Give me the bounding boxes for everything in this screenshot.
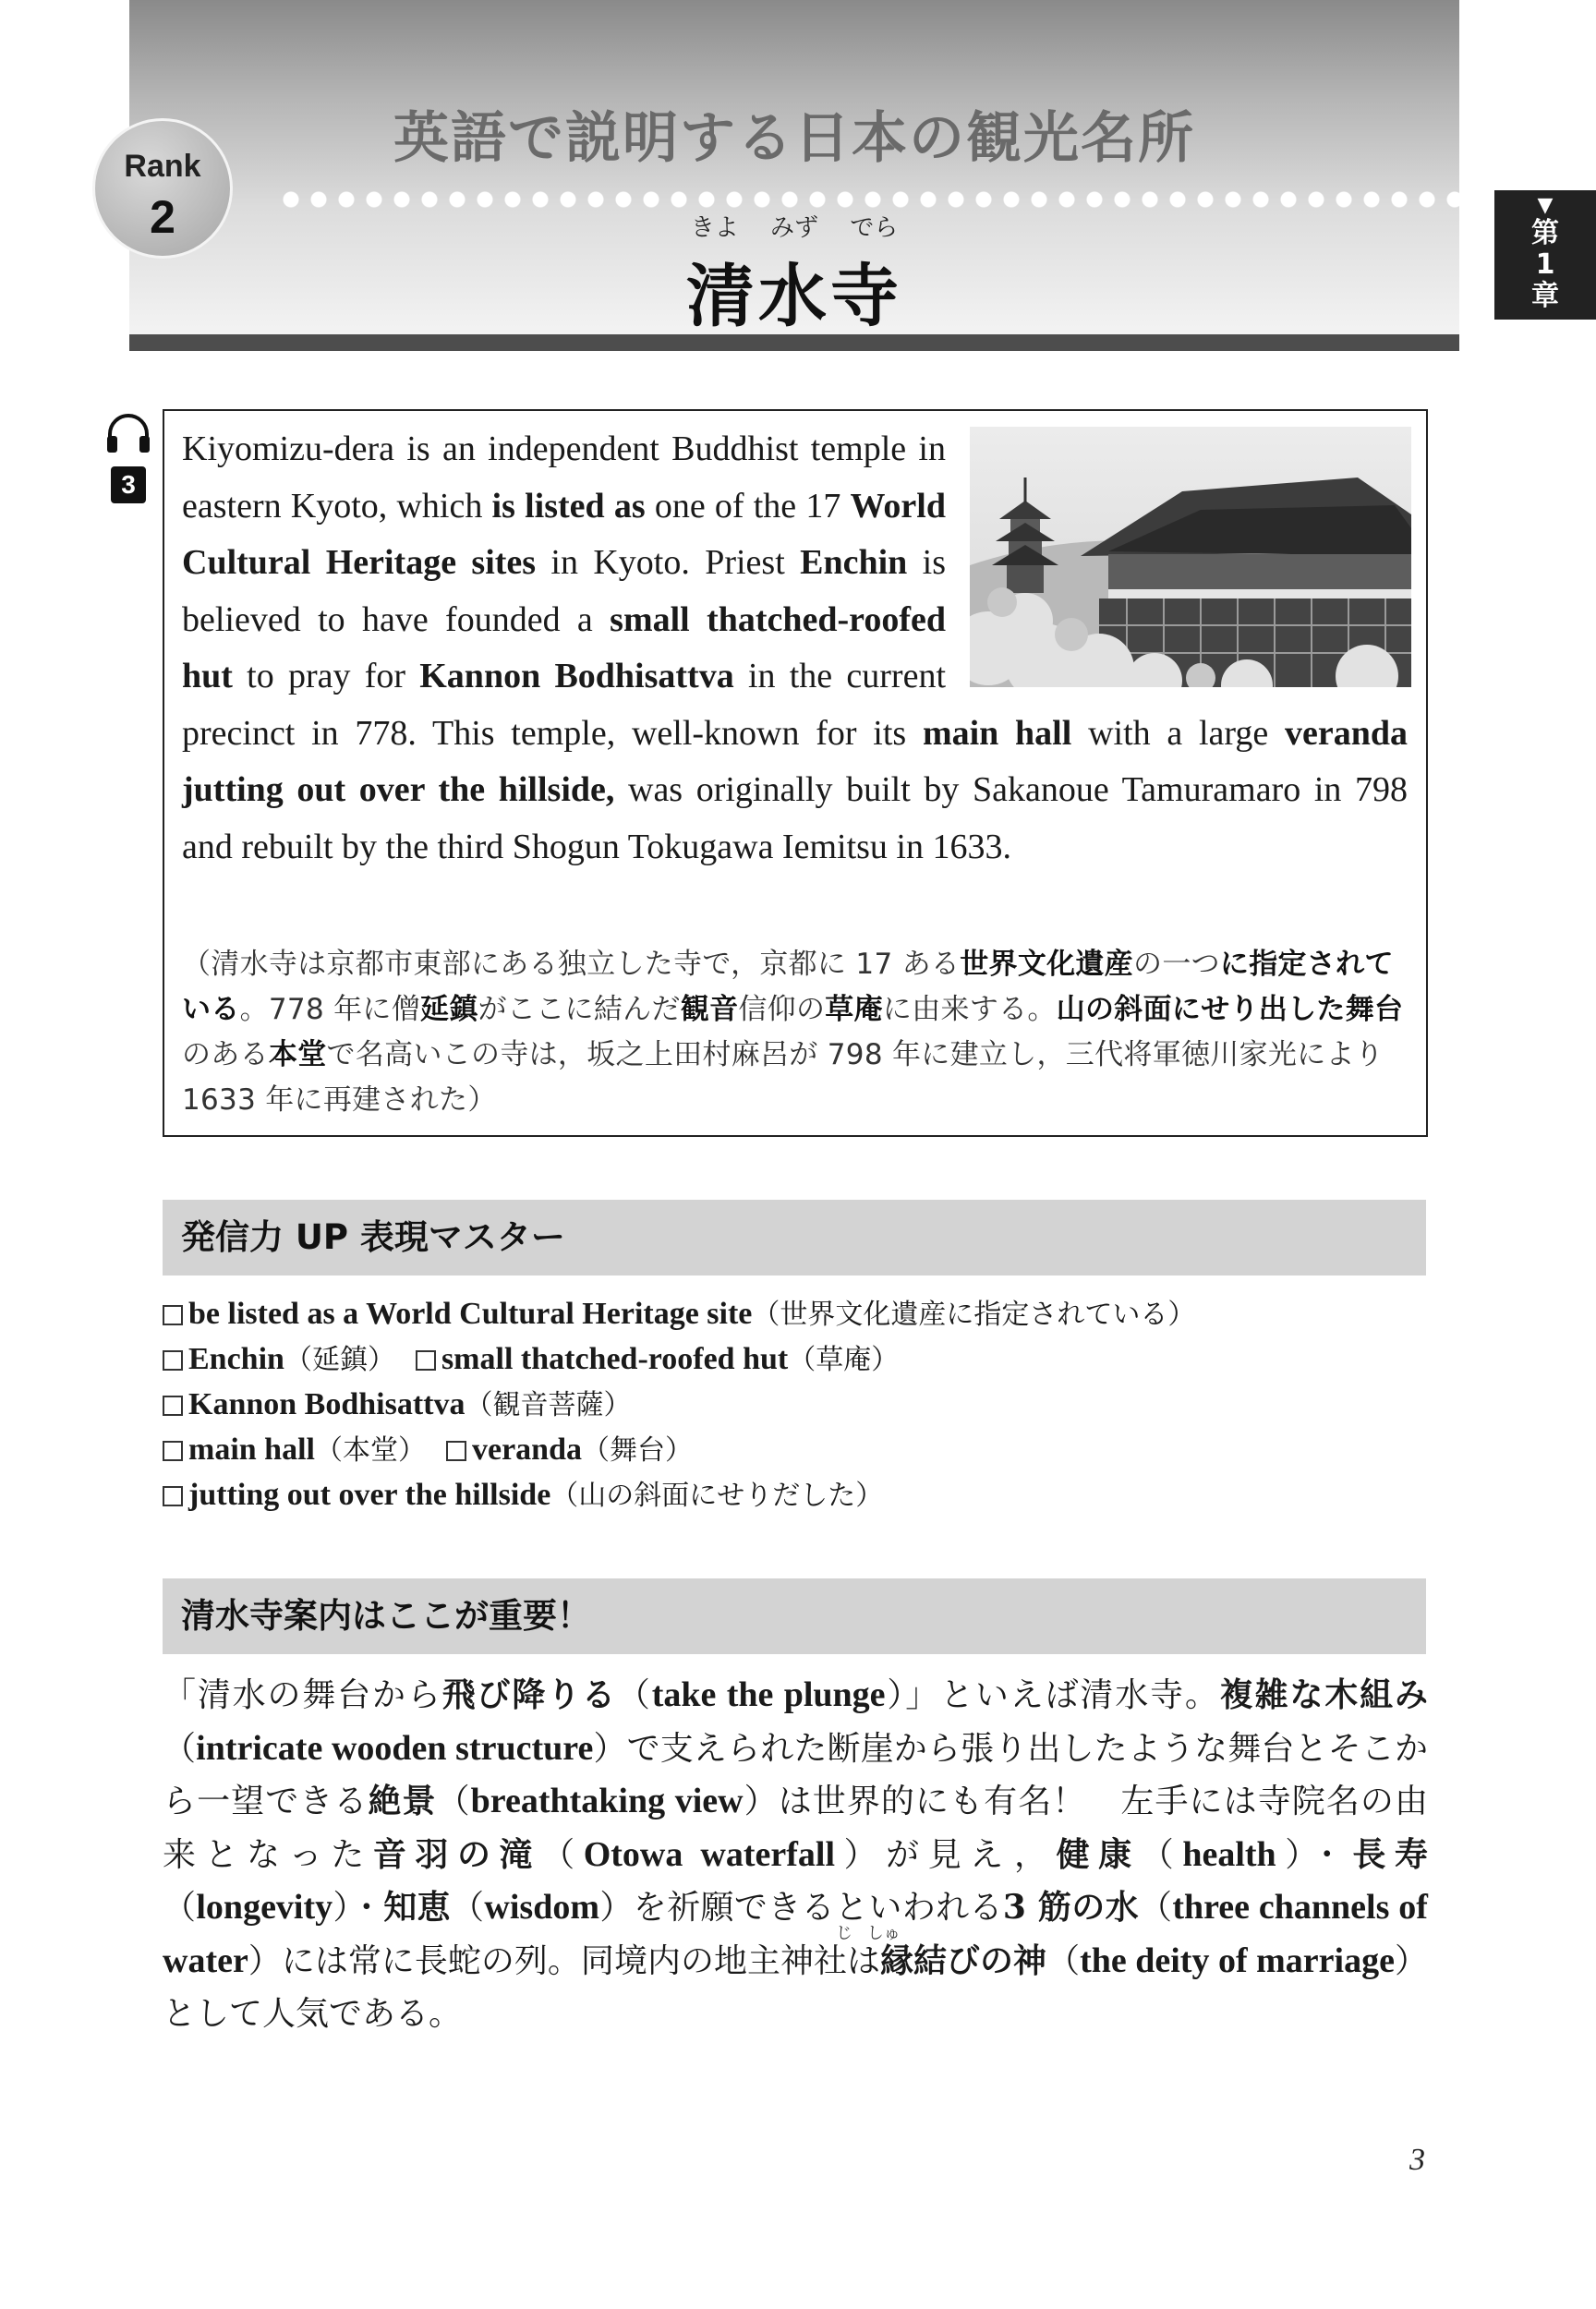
checkbox[interactable] bbox=[163, 1305, 183, 1325]
guide-text: （ bbox=[616, 1676, 652, 1714]
expression-en: small thatched-roofed hut bbox=[441, 1342, 789, 1376]
expression-jp: （本堂） bbox=[314, 1434, 426, 1467]
checkbox[interactable] bbox=[416, 1350, 436, 1371]
guide-term: health bbox=[1182, 1834, 1276, 1874]
english-text: one of the 17 bbox=[645, 486, 851, 526]
guide-text bbox=[163, 1676, 1428, 2033]
guide-term: breathtaking view bbox=[470, 1782, 744, 1820]
english-term: Enchin bbox=[800, 543, 908, 582]
expression-jp: （舞台） bbox=[581, 1434, 693, 1467]
guide-text: ）は世界的にも有名！ 左手には寺院名の由来となった bbox=[163, 1783, 1428, 1874]
english-text: is believed to have founded a bbox=[182, 543, 946, 639]
expression-jp: （山の斜面にせりだした） bbox=[550, 1480, 884, 1512]
page-number: 3 bbox=[1409, 2143, 1425, 2177]
guide-term: 知恵 bbox=[383, 1888, 452, 1927]
page-title: 清水寺 bbox=[686, 257, 902, 336]
japanese-text: で名高いこの寺は，坂之上田村麻呂が 798 年に建立し，三代将軍徳川家光により 1633 年に再建された） bbox=[182, 1038, 1384, 1117]
english-term: is listed as bbox=[491, 486, 646, 526]
guide-text: （ bbox=[541, 1835, 584, 1874]
japanese-term: 延鎮 bbox=[420, 993, 478, 1026]
guide-term: longevity bbox=[196, 1888, 333, 1927]
english-text: was originally built by Sakanoue Tamuramaro in 798 and rebuilt by the third Shogun Tokugawa Iemitsu in 1633. bbox=[182, 770, 1408, 866]
expression-en: jutting out over the hillside bbox=[188, 1478, 551, 1512]
guide-term: intricate wooden structure bbox=[196, 1728, 594, 1768]
photo-spacer bbox=[946, 421, 1408, 693]
guide-text: ）・ bbox=[332, 1889, 384, 1927]
english-term: veranda jutting out over the hillside, bbox=[182, 713, 1408, 809]
guide-text: ）には常に長蛇の列。同境内の地主神社は bbox=[248, 1941, 881, 1980]
checkbox[interactable] bbox=[446, 1441, 466, 1461]
japanese-term: 本堂 bbox=[268, 1038, 327, 1071]
guide-term: 3 筋の水 bbox=[1002, 1888, 1139, 1927]
header-banner bbox=[129, 0, 1459, 351]
list-item bbox=[163, 1427, 1426, 1472]
guide-text: ）が見え， bbox=[835, 1835, 1057, 1874]
expression-jp: （世界文化遺産に指定されている） bbox=[752, 1299, 1196, 1331]
guide-text: ）を祈願できるといわれる bbox=[598, 1889, 1003, 1927]
checkbox[interactable] bbox=[163, 1486, 183, 1506]
chapter-tab[interactable] bbox=[1494, 190, 1596, 320]
english-text: Kiyomizu-dera is an independent Buddhist temple in eastern Kyoto, which bbox=[182, 429, 946, 526]
audio-track-number[interactable]: 3 bbox=[111, 466, 146, 503]
guide-term: three channels of water bbox=[163, 1888, 1428, 1980]
guide-text: ）で支えられた断崖から張り出したような舞台とそこから一望できる bbox=[163, 1729, 1428, 1820]
list-item bbox=[163, 1472, 1426, 1517]
japanese-text bbox=[182, 948, 1403, 1117]
guide-text: （ bbox=[1140, 1835, 1183, 1874]
guide-body bbox=[163, 1669, 1428, 2041]
japanese-text: の一つ bbox=[1133, 948, 1220, 981]
list-item bbox=[163, 1291, 1426, 1336]
chapter-arrow-icon: ▼ bbox=[1537, 194, 1554, 217]
expression-en: be listed as a World Cultural Heritage site bbox=[188, 1297, 753, 1331]
series-title: 英語で説明する日本の観光名所 bbox=[393, 106, 1195, 171]
rank-number: 2 bbox=[150, 191, 175, 243]
japanese-text: 信仰の bbox=[738, 993, 826, 1026]
list-item bbox=[163, 1382, 1426, 1427]
guide-text: （ bbox=[163, 1889, 197, 1927]
japanese-term: 観音 bbox=[680, 993, 739, 1026]
english-text: with a large bbox=[1071, 713, 1285, 753]
english-term: Kannon Bodhisattva bbox=[419, 657, 734, 695]
expression-jp: （観音菩薩） bbox=[465, 1389, 632, 1421]
expression-en: main hall bbox=[188, 1433, 315, 1467]
english-text: to pray for bbox=[232, 657, 420, 695]
checkbox[interactable] bbox=[163, 1441, 183, 1461]
expression-jp: （草庵） bbox=[788, 1344, 900, 1376]
japanese-translation bbox=[182, 942, 1408, 1123]
chapter-char: 1 bbox=[1535, 248, 1555, 281]
expression-en: veranda bbox=[471, 1433, 582, 1467]
guide-term: 健康 bbox=[1056, 1834, 1141, 1874]
english-text: in Kyoto. Priest bbox=[536, 543, 801, 582]
japanese-term: 山の斜面にせり出した舞台 bbox=[1056, 993, 1404, 1026]
jishu-reading: じ しゅ bbox=[836, 1924, 901, 1943]
guide-term: 長寿 bbox=[1352, 1834, 1428, 1874]
guide-term: 複雑な木組み bbox=[1219, 1675, 1428, 1714]
guide-text: ）」といえば清水寺。 bbox=[885, 1676, 1220, 1714]
japanese-term: 草庵 bbox=[825, 993, 883, 1026]
checkbox[interactable] bbox=[163, 1396, 183, 1416]
english-term: main hall bbox=[922, 713, 1072, 753]
guide-term: Otowa waterfall bbox=[583, 1834, 836, 1874]
english-description bbox=[182, 421, 1408, 876]
expression-list bbox=[163, 1291, 1426, 1517]
guide-text: ）として人気である。 bbox=[163, 1941, 1428, 2033]
chapter-char: 第 bbox=[1531, 217, 1559, 249]
guide-text: ）・ bbox=[1276, 1835, 1353, 1874]
guide-text: 「清水の舞台から bbox=[163, 1676, 442, 1714]
guide-term: 縁結びの神 bbox=[880, 1940, 1047, 1980]
japanese-text: 。778 年に僧 bbox=[239, 993, 421, 1026]
chapter-char: 章 bbox=[1531, 280, 1559, 312]
japanese-text: のある bbox=[182, 1038, 269, 1071]
guide-term: 絶景 bbox=[368, 1782, 437, 1820]
guide-text: （ bbox=[451, 1889, 485, 1927]
guide-term: 飛び降りる bbox=[441, 1675, 617, 1714]
japanese-text: に由来する。 bbox=[882, 993, 1057, 1026]
title-reading: きよ みず でら bbox=[690, 214, 899, 242]
japanese-text: （清水寺は京都市東部にある独立した寺で，京都に 17 ある bbox=[182, 948, 961, 981]
english-text: in the current precinct in 778. This temple, well-known for its bbox=[182, 657, 946, 753]
guide-section-heading: 清水寺案内はここが重要！ bbox=[163, 1578, 1426, 1654]
japanese-term: 世界文化遺産 bbox=[960, 948, 1134, 981]
guide-text: （ bbox=[1046, 1941, 1081, 1980]
headphone-icon[interactable] bbox=[105, 412, 151, 454]
guide-term: take the plunge bbox=[651, 1675, 886, 1714]
expression-section-heading: 発信力 UP 表現マスター bbox=[163, 1200, 1426, 1275]
rank-label: Rank bbox=[124, 149, 201, 184]
guide-text: （ bbox=[163, 1729, 197, 1768]
expression-en: Kannon Bodhisattva bbox=[188, 1387, 466, 1421]
list-item bbox=[163, 1336, 1426, 1382]
expression-jp: （延鎮） bbox=[284, 1344, 395, 1376]
guide-term: the deity of marriage bbox=[1080, 1940, 1395, 1980]
expression-en: Enchin bbox=[188, 1342, 284, 1376]
japanese-term: に指定されている bbox=[182, 948, 1394, 1026]
dotted-divider bbox=[277, 189, 1459, 210]
english-term: World Cultural Heritage sites bbox=[182, 486, 946, 582]
guide-term: 音羽の滝 bbox=[372, 1834, 542, 1874]
japanese-text: がここに結んだ bbox=[478, 993, 681, 1026]
rank-badge bbox=[92, 118, 233, 259]
guide-text: （ bbox=[436, 1783, 471, 1820]
checkbox[interactable] bbox=[163, 1350, 183, 1371]
english-term: small thatched-roofed hut bbox=[182, 599, 946, 695]
guide-text: （ bbox=[1138, 1889, 1173, 1927]
guide-term: wisdom bbox=[484, 1888, 599, 1927]
